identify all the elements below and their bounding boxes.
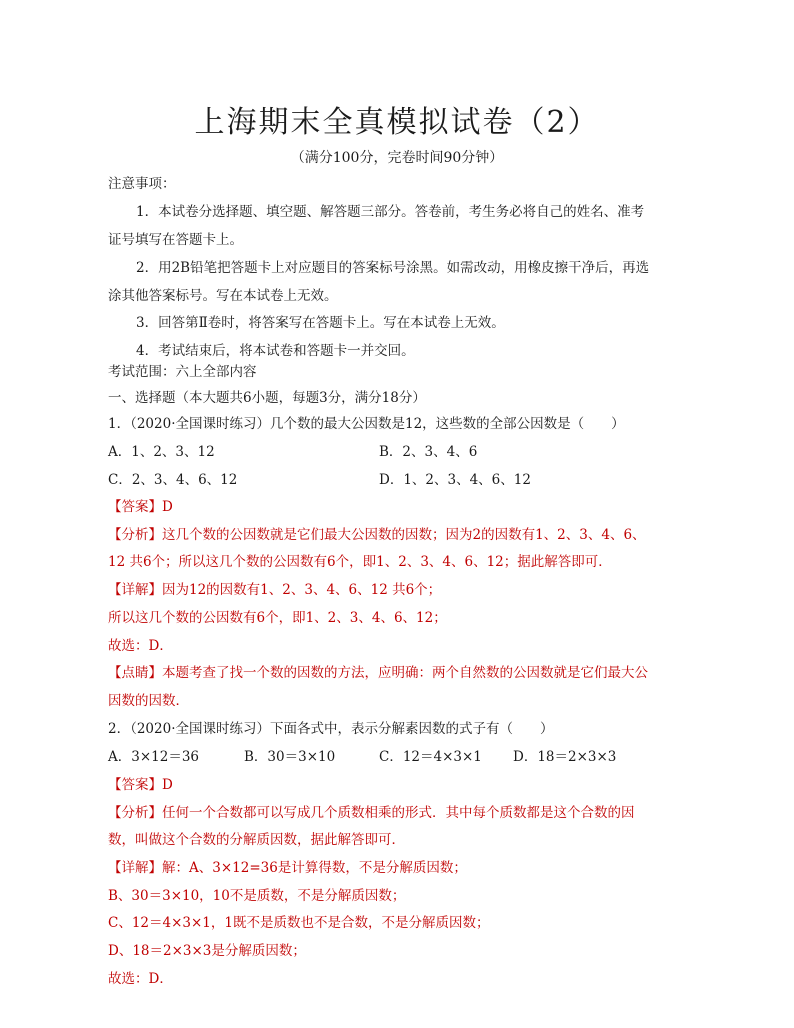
- detail-line: B、30＝3×10，10不是质数，不是分解质因数；: [108, 888, 406, 904]
- notes-heading: 注意事项：: [108, 176, 176, 192]
- section-heading: 一、选择题（本大题共6小题，每题3分，满分18分）: [108, 390, 426, 406]
- note-line: 2．用2B铅笔把答题卡上对应题目的答案标号涂黑。如需改动，用橡皮擦干净后，再选: [136, 260, 650, 276]
- option-b: B．30＝3×10: [244, 749, 336, 765]
- option-b: B．2、3、4、6: [379, 444, 478, 460]
- answer-line: 【答案】D: [108, 499, 173, 515]
- option-d: D．1、2、3、4、6、12: [379, 472, 531, 488]
- analysis-line: 【分析】任何一个合数都可以写成几个质数相乘的形式．其中每个质数都是这个合数的因: [108, 805, 635, 821]
- question-stem: 1．（2020·全国课时练习）几个数的最大公因数是12，这些数的全部公因数是（ ）: [108, 416, 625, 432]
- option-a: A．3×12＝36: [108, 749, 200, 765]
- detail-line: 【详解】因为12的因数有1、2、3、4、6、12 共6个；: [108, 582, 442, 598]
- note-line: 1．本试卷分选择题、填空题、解答题三部分。答卷前，考生务必将自己的姓名、准考: [136, 204, 645, 220]
- detail-line: 所以这几个数的公因数有6个，即1、2、3、4、6、12；: [108, 610, 447, 626]
- answer-line: 【答案】D: [108, 777, 173, 793]
- analysis-line: 12 共6个；所以这几个数的公因数有6个，即1、2、3、4、6、12；据此解答即可．: [108, 554, 612, 570]
- page-subtitle: （满分100分，完卷时间90分钟）: [290, 150, 504, 166]
- detail-line: D、18＝2×3×3是分解质因数；: [108, 943, 306, 959]
- choose-line: 故选：D．: [108, 638, 173, 654]
- exam-scope: 考试范围：六上全部内容: [108, 364, 257, 380]
- note-line: 涂其他答案标号。写在本试卷上无效。: [108, 288, 338, 304]
- note-line: 4．考试结束后，将本试卷和答题卡一并交回。: [136, 343, 415, 359]
- option-a: A．1、2、3、12: [108, 444, 215, 460]
- note-line: 证号填写在答题卡上。: [108, 232, 243, 248]
- option-d: D．18＝2×3×3: [513, 749, 617, 765]
- question-stem: 2．（2020·全国课时练习）下面各式中，表示分解素因数的式子有（ ）: [108, 721, 554, 737]
- choose-line: 故选：D．: [108, 971, 173, 987]
- note-line: 3．回答第Ⅱ卷时，将答案写在答题卡上。写在本试卷上无效。: [136, 315, 505, 331]
- comment-line: 因数的因数．: [108, 693, 189, 709]
- detail-line: 【详解】解：A、3×12=36是计算得数，不是分解质因数；: [108, 860, 467, 876]
- analysis-line: 数，叫做这个合数的分解质因数，据此解答即可．: [108, 832, 405, 848]
- page-title: 上海期末全真模拟试卷（2）: [194, 105, 600, 140]
- analysis-line: 【分析】这几个数的公因数就是它们最大公因数的因数；因为2的因数有1、2、3、4、6、: [108, 527, 646, 543]
- option-c: C．2、3、4、6、12: [108, 472, 238, 488]
- comment-line: 【点睛】本题考查了找一个数的因数的方法，应明确：两个自然数的公因数就是它们最大公: [108, 665, 648, 681]
- detail-line: C、12＝4×3×1，1既不是质数也不是合数，不是分解质因数；: [108, 915, 490, 931]
- option-c: C．12＝4×3×1: [379, 749, 482, 765]
